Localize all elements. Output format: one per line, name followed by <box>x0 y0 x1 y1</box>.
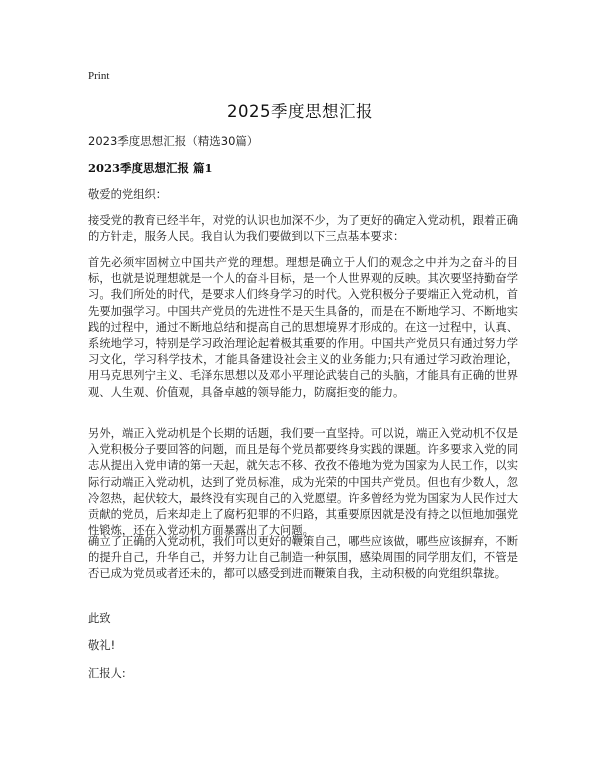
print-link[interactable]: Print <box>88 70 110 82</box>
paragraph-motivation: 另外，端正入党动机是个长期的话题，我们要一直坚持。可以说，端正入党动机不仅是入党积极分子要回答的问题，而且是每个党员都要终身实践的课题。许多要求入党的同志从提出入党申请的第一天起，就矢志不移、孜孜不倦地为党为国家为人民工作，以实际行动端正入党动机，达到了党员标准，成为光荣的中国共产党员。但也有少数人，忽冷忽热，起伏较大，最终没有实现自己的入党愿望。许多曾经为党为国家为人民作过大贡献的党员，后来却走上了腐朽犯罪的不归路，其重要原因就是没有持之以恒地加强党性锻炼，还在入党动机方面暴露出了大问题。 <box>88 427 518 538</box>
document-subtitle: 2023季度思想汇报（精选30篇） <box>88 134 259 148</box>
section-heading: 2023季度思想汇报 篇1 <box>88 161 213 175</box>
paragraph-conclusion: 确立了正确的入党动机，我们可以更好的鞭策自己，哪些应该做，哪些应该摒弃，不断的提升自己，升华自己，并努力让自己制造一种氛围，感染周围的同学朋友们，不管是否已成为党员或者还未的，都可以感受到进而鞭策自我，主动积极的向党组织靠拢。 <box>88 535 518 581</box>
reporter-label: 汇报人: <box>88 667 126 680</box>
salutation: 敬爱的党组织： <box>88 188 168 201</box>
salute-line: 敬礼! <box>88 639 116 652</box>
paragraph-ideals-study: 首先必须牢固树立中国共产党的理想。理想是确立于人们的观念之中并为之奋斗的目标，也就是说理想就是一个人的奋斗目标，是一个人世界观的反映。其次要坚持勤奋学习。我们所处的时代，是要求人们终身学习的时代。入党积极分子要端正入党动机，首先要加强学习。中国共产党员的先进性不是天生具备的，而是在不断地学习、不断地实践的过程中，通过不断地总结和提高自己的思想境界才形成的。在这一过程中，认真、系统地学习，特别是学习政治理论起着极其重要的作用。中国共产党员只有通过努力学习文化，学习科学技术，才能具备建设社会主义的业务能力;只有通过学习政治理论，用马克思列宁主义、毛泽东思想以及邓小平理论武装自己的头脑，才能具有正确的世界观、人生观、价值观，具备卓越的领导能力，防腐拒变的能力。 <box>88 256 518 399</box>
page-title: 2025季度思想汇报 <box>227 102 373 121</box>
paragraph-intro: 接受党的教育已经半年，对党的认识也加深不少，为了更好的确定入党动机，跟着正确的方针走，服务人民。我自认为我们要做到以下三点基本要求： <box>88 214 518 244</box>
closing-line: 此致 <box>88 612 111 625</box>
